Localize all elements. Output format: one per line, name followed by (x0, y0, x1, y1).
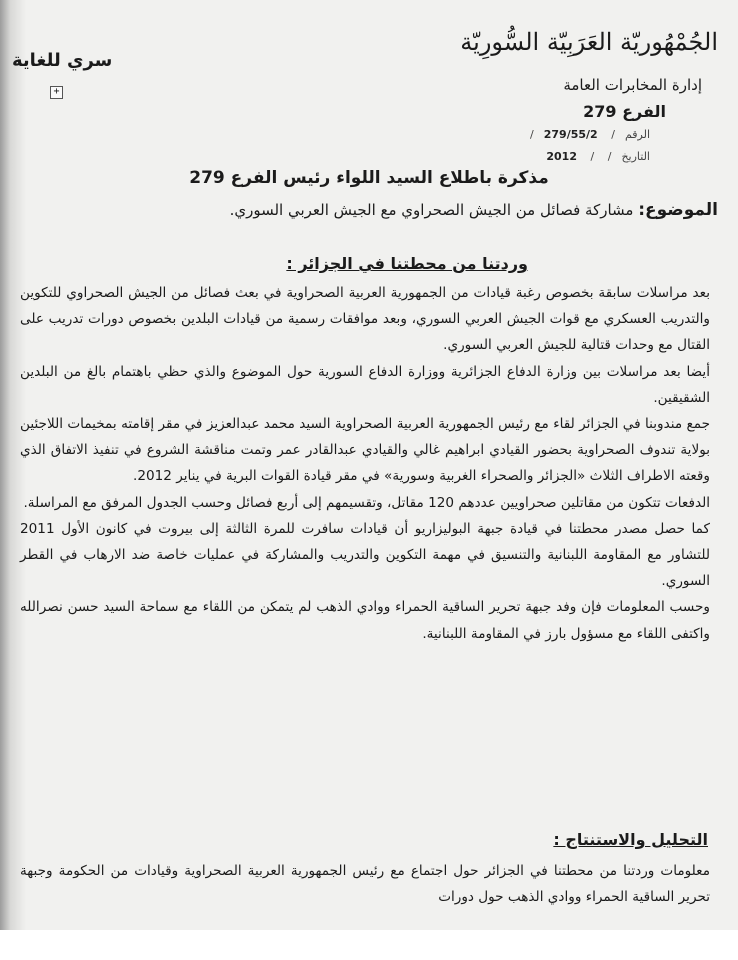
section-heading-analysis: التحليل والاستنتاج : (553, 830, 708, 849)
republic-header: الجُمْهُوريّة العَرَبِيّة السُّورِيّة (460, 28, 718, 56)
paragraph: الدفعات تتكون من مقاتلين صحراويين عددهم 120 مقاتل، وتقسيمهم إلى أربع فصائل وحسب الجدول المرفق مع المراسلة. (23, 494, 710, 511)
reference-number-row: الرقم/ 279/55/2/ (530, 128, 650, 141)
reference-number-value: 279/55/2 (543, 128, 598, 141)
report-body (20, 280, 710, 647)
paragraph: وحسب المعلومات فإن وفد جبهة تحرير الساقية الحمراء ووادي الذهب لم يتمكن من اللقاء مع سماحة السيد حسن نصرالله واكتفى اللقاء مع مسؤول بارز في المقاومة اللبنانية. (20, 599, 710, 642)
reference-date-row: التاريخ/ / 2012 (546, 150, 650, 163)
paragraph: معلومات وردتنا من محطتنا في الجزائر حول اجتماع مع رئيس الجمهورية العربية الصحراوية وقيادات من الحكومة وجبهة تحرير الساقية الحمراء ووادي الذهب حول دورات (20, 863, 710, 905)
paragraph: جمع مندوبنا في الجزائر لقاء مع رئيس الجمهورية العربية الصحراوية السيد محمد عبدالعزيز في مقر إقامته بمخيمات اللاجئين بولاية تندوف الصحراوية بحضور القيادي ابراهيم غالي والقيادي عبدالقادر عمر وتمت مناقشة الشروع في تنفيذ الاتفاق الذي وقعته الاطراف الثلاث «الجزائر والصحراء الغربية وسورية» في مقر قيادة القوات البرية في يناير 2012. (20, 416, 710, 485)
paragraph: كما حصل مصدر محطتنا في قيادة جبهة البوليزاريو أن قيادات سافرت للمرة الثالثة إلى بيروت في كانون الأول 2011 للتشاور مع المقاومة اللبنانية والتنسيق في مهمة التكوين والتدريب والمشاركة في عمليات خاصة ضد الارهاب في القطر السوري. (20, 520, 710, 590)
subject-text: مشاركة فصائل من الجيش الصحراوي مع الجيش العربي السوري. (229, 201, 634, 219)
reference-number-label: الرقم (624, 128, 650, 141)
department-name: إدارة المخابرات العامة (563, 76, 702, 94)
paragraph: بعد مراسلات سابقة بخصوص رغبة قيادات من الجمهورية العربية الصحراوية في بعث فصائل من الجيش الصحراوي للتكوين والتدريب العسكري مع قوات الجيش العربي السوري، وبعد موافقات رسمية من قيادات البلدين بخصوص دورات تدريب على القتال مع وحدات قتالية للجيش العربي السوري. (20, 285, 710, 354)
reference-date-value: 2012 (546, 150, 577, 163)
memo-title: مذكرة باطلاع السيد اللواء رئيس الفرع 279 (189, 168, 549, 188)
section-heading-station-report: وردتنا من محطتنا في الجزائر : (286, 254, 528, 273)
analysis-body (20, 858, 710, 910)
subject-line (230, 200, 718, 220)
bottom-margin (0, 930, 738, 960)
classification-label: سري للغاية (12, 50, 113, 71)
expand-icon[interactable]: + (50, 86, 63, 99)
subject-label: الموضوع: (638, 200, 718, 220)
reference-date-label: التاريخ (621, 150, 650, 163)
branch-name: الفرع 279 (583, 102, 666, 121)
paragraph: أيضا بعد مراسلات بين وزارة الدفاع الجزائرية ووزارة الدفاع السورية حول الموضوع والذي حظي باهتمام بالغ من البلدين الشقيقين. (20, 363, 710, 406)
